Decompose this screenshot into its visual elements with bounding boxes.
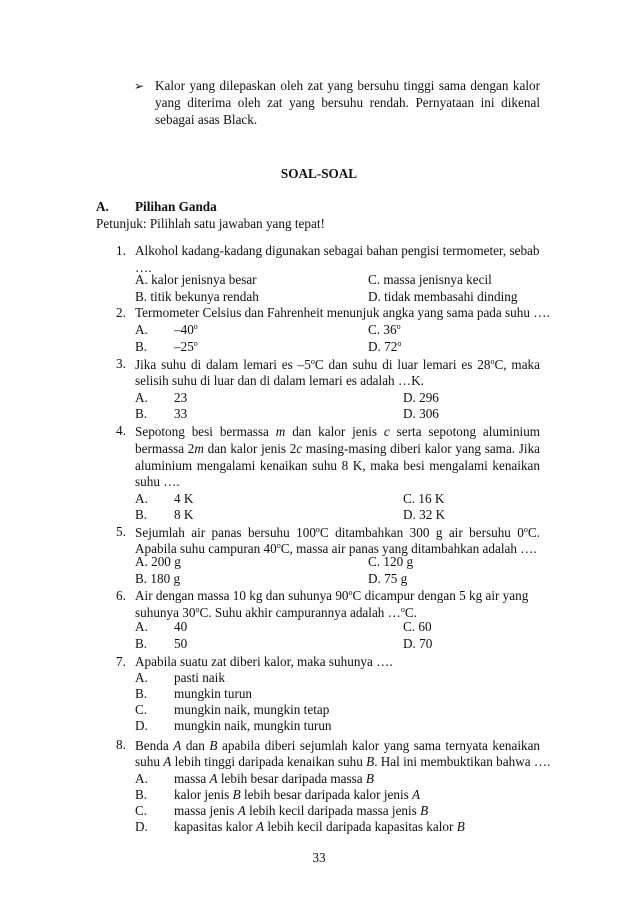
- option-c: C. massa jenisnya kecil: [368, 272, 492, 287]
- option-a-key: A.: [135, 390, 148, 405]
- option-b-key: B.: [135, 636, 148, 651]
- page-number: 33: [312, 850, 326, 865]
- question-text: Air dengan massa 10 kg dan suhunya 90$^o$C dicampur dengan 5 kg air yang: [135, 588, 529, 603]
- option-key: A.: [135, 771, 148, 786]
- option-key: B.: [135, 787, 148, 802]
- section-letter: A.: [96, 199, 109, 214]
- option-text: massa jenis A lebih kecil daripada massa jenis B: [174, 803, 429, 818]
- option-d: D. tidak membasahi dinding: [368, 289, 518, 304]
- question-text: Sepotong besi bermassa m dan kalor jenis c serta sepotong aluminium: [135, 424, 541, 439]
- option-d: D. 70: [403, 636, 433, 651]
- question-text: Apabila suhu campuran 40$^o$C, massa air panas yang ditambahkan adalah ….: [135, 541, 537, 556]
- option-text: kapasitas kalor A lebih kecil daripada kapasitas kalor B: [174, 819, 465, 834]
- option-b-value: –25$^o$: [174, 339, 198, 354]
- option-key: C.: [135, 803, 148, 818]
- option-c: C. 120 g: [368, 554, 414, 569]
- question-number: 6.: [116, 588, 126, 603]
- option-key: C.: [135, 702, 148, 717]
- section-title: SOAL-SOAL: [280, 166, 358, 181]
- option-text: mungkin naik, mungkin turun: [174, 718, 332, 733]
- option-a: A. 200 g: [135, 554, 181, 569]
- option-b-key: B.: [135, 507, 148, 522]
- option-c: C. 60: [403, 619, 432, 634]
- option-a-value: –40$^o$: [174, 322, 198, 337]
- option-text: massa A lebih besar daripada massa B: [174, 771, 374, 786]
- question-number: 1.: [116, 243, 126, 258]
- instruction-text: Petunjuk: Pilihlah satu jawaban yang tepat!: [96, 216, 325, 231]
- asas-black-paragraph: Kalor yang dilepaskan oleh zat yang bersuhu tinggi sama dengan kalor yang diterima oleh zat yang bersuhu rendah. Pernyataan ini dikenal sebagai asas Black.: [155, 78, 540, 127]
- option-c: C. 36$^o$: [368, 322, 401, 337]
- option-a-value: 40: [174, 619, 188, 634]
- option-a-value: 23: [174, 390, 188, 405]
- option-d: D. 32 K: [403, 507, 446, 522]
- option-c: C. 16 K: [403, 491, 445, 506]
- question-number: 7.: [116, 654, 126, 669]
- question-number: 4.: [116, 423, 126, 438]
- question-text: bermassa 2m dan kalor jenis 2c masing-masing diberi kalor yang sama. Jika: [135, 441, 541, 456]
- option-b: B. titik bekunya rendah: [135, 289, 259, 304]
- option-a: A. kalor jenisnya besar: [135, 272, 257, 287]
- option-text: pasti naik: [174, 670, 225, 685]
- option-text: mungkin turun: [174, 686, 253, 701]
- question-text: aluminium mengalami kenaikan suhu 8 K, maka besi mengalami kenaikan: [135, 458, 540, 473]
- option-a-value: 4 K: [174, 491, 194, 506]
- option-b-value: 8 K: [174, 507, 194, 522]
- question-text: suhu ….: [135, 474, 180, 489]
- option-text: mungkin naik, mungkin tetap: [174, 702, 330, 717]
- question-text: ….: [135, 260, 152, 275]
- question-text: Apabila suatu zat diberi kalor, maka suhunya ….: [135, 654, 393, 669]
- option-b-value: 50: [174, 636, 188, 651]
- option-b-key: B.: [135, 406, 148, 421]
- option-a-key: A.: [135, 491, 148, 506]
- option-key: A.: [135, 670, 148, 685]
- question-text: Jika suhu di dalam lemari es –5$^o$C dan suhu di luar lemari es 28$^o$C, maka: [135, 357, 540, 372]
- question-text: Termometer Celsius dan Fahrenheit menunjuk angka yang sama pada suhu ….: [135, 305, 550, 320]
- question-text: Sejumlah air panas bersuhu 100$^o$C ditambahkan 300 g air bersuhu 0$^o$C.: [135, 525, 540, 540]
- question-text: selisih suhu di luar dan di dalam lemari es adalah …K.: [135, 373, 424, 388]
- option-a-key: A.: [135, 322, 148, 337]
- option-b-key: B.: [135, 339, 148, 354]
- option-key: D.: [135, 819, 148, 834]
- question-text: Benda A dan B apabila diberi sejumlah kalor yang sama ternyata kenaikan: [135, 738, 541, 753]
- question-text: Alkohol kadang-kadang digunakan sebagai bahan pengisi termometer, sebab: [135, 243, 540, 258]
- option-c: D. 296: [403, 390, 439, 405]
- option-d: D. 72$^o$: [368, 339, 402, 354]
- question-text: suhunya 30$^o$C. Suhu akhir campurannya adalah …$^o$C.: [135, 605, 417, 620]
- section-name: Pilihan Ganda: [135, 199, 217, 214]
- option-text: kalor jenis B lebih besar daripada kalor jenis A: [174, 787, 421, 802]
- question-text: suhu A lebih tinggi daripada kenaikan suhu B. Hal ini membuktikan bahwa ….: [135, 754, 551, 769]
- arrow-bullet-icon: ➢: [134, 79, 145, 93]
- option-b-value: 33: [174, 406, 188, 421]
- question-number: 5.: [116, 524, 126, 539]
- question-number: 3.: [116, 356, 126, 371]
- option-d: D. 306: [403, 406, 439, 421]
- question-number: 8.: [116, 737, 126, 752]
- option-a-key: A.: [135, 619, 148, 634]
- option-d: D. 75 g: [368, 571, 408, 586]
- question-number: 2.: [116, 305, 126, 320]
- option-key: B.: [135, 686, 148, 701]
- option-key: D.: [135, 718, 148, 733]
- option-b: B. 180 g: [135, 571, 181, 586]
